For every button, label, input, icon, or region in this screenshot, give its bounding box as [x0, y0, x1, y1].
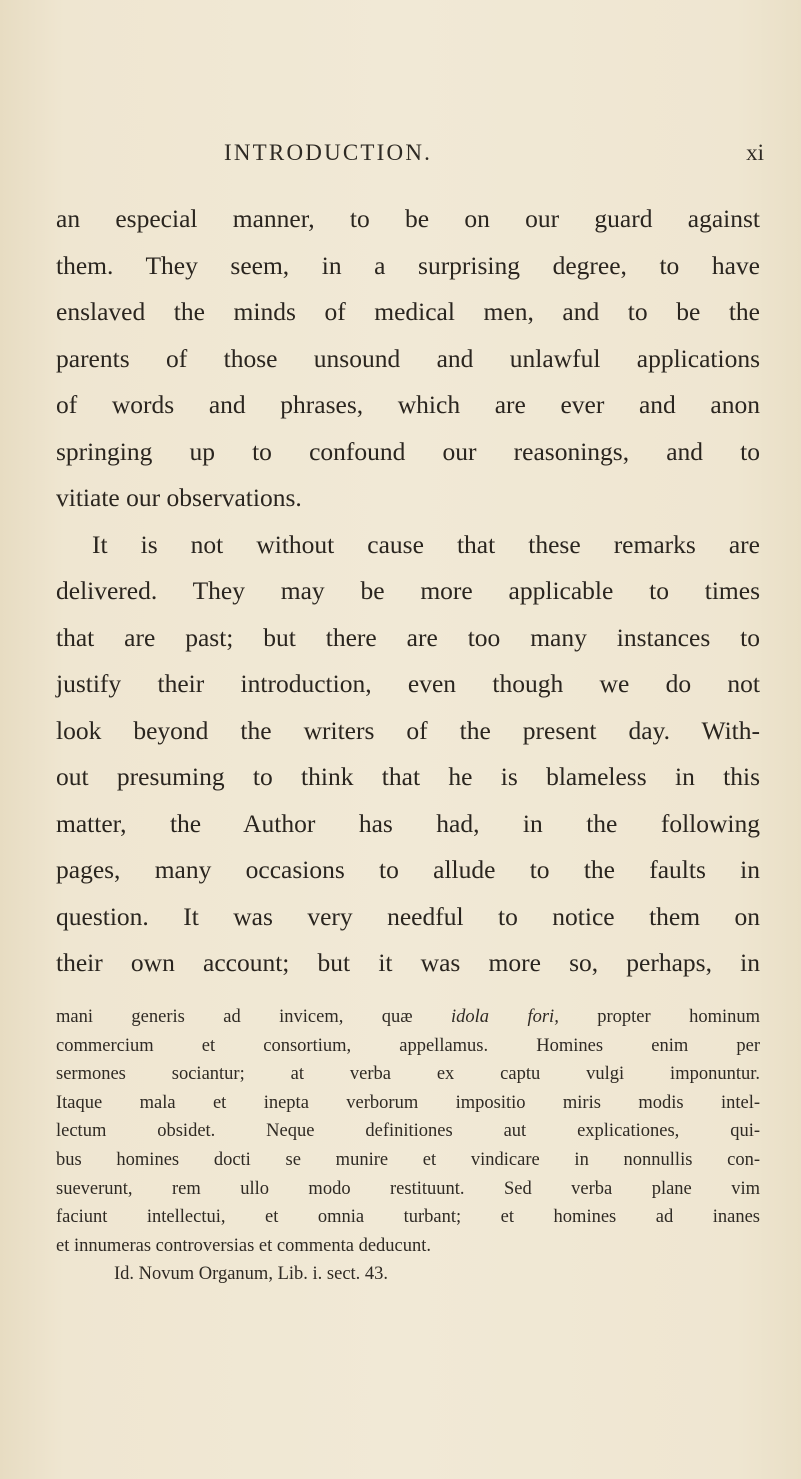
- page-header: [224, 140, 764, 174]
- body-line: an especial manner, to be on our guard against: [56, 204, 760, 233]
- paragraph-start-line: It is not without cause that these remarks are: [92, 529, 760, 559]
- body-line: enslaved the minds of medical men, and to be the: [56, 297, 760, 326]
- body-line: their own account; but it was more so, perhaps, in: [56, 948, 760, 977]
- footnote-line: sermones sociantur; at verba ex captu vulgi imponuntur.: [56, 1064, 760, 1085]
- footnote: [56, 1003, 760, 1289]
- body-text: [56, 196, 760, 987]
- running-head: INTRODUCTION.: [224, 140, 433, 165]
- body-line: springing up to confound our reasonings, and to: [56, 436, 760, 466]
- body-line: that are past; but there are too many instances to: [56, 622, 760, 652]
- footnote-line: bus homines docti se munire et vindicare in nonnullis con-: [56, 1149, 760, 1170]
- footnote-line: faciunt intellectui, et omnia turbant; et homines ad inanes: [56, 1207, 760, 1228]
- footnote-line: sueverunt, rem ullo modo restituunt. Sed verba plane vim: [56, 1178, 760, 1199]
- footnote-italic-phrase: idola fori,: [451, 1007, 559, 1027]
- body-line: justify their introduction, even though we do not: [56, 669, 760, 698]
- footnote-line: et innumeras controversias et commenta deducunt.: [56, 1235, 432, 1256]
- page-number: xi: [746, 140, 764, 165]
- body-line: look beyond the writers of the present day. With-: [56, 715, 760, 745]
- footnote-text: mani generis ad invicem, quæ: [56, 1007, 452, 1027]
- body-line: delivered. They may be more applicable to times: [56, 576, 760, 605]
- body-line: question. It was very needful to notice them on: [56, 901, 760, 931]
- body-line: pages, many occasions to allude to the faults in: [56, 855, 760, 884]
- body-line: matter, the Author has had, in the following: [56, 808, 760, 838]
- footnote-citation: Id. Novum Organum, Lib. i. sect. 43.: [114, 1264, 389, 1285]
- footnote-line: lectum obsidet. Neque definitiones aut explicationes, qui-: [56, 1121, 760, 1142]
- footnote-text: propter hominum: [558, 1007, 761, 1027]
- footnote-line: Itaque mala et inepta verborum impositio miris modis intel-: [56, 1092, 760, 1113]
- footnote-line: [56, 1003, 760, 1032]
- body-line: out presuming to think that he is blameless in this: [56, 762, 760, 791]
- body-line: parents of those unsound and unlawful applications: [56, 343, 760, 373]
- footnote-line: commercium et consortium, appellamus. Homines enim per: [56, 1035, 760, 1056]
- body-line: them. They seem, in a surprising degree, to have: [56, 250, 760, 280]
- body-line: of words and phrases, which are ever and anon: [56, 390, 760, 419]
- body-line: vitiate our observations.: [56, 483, 302, 512]
